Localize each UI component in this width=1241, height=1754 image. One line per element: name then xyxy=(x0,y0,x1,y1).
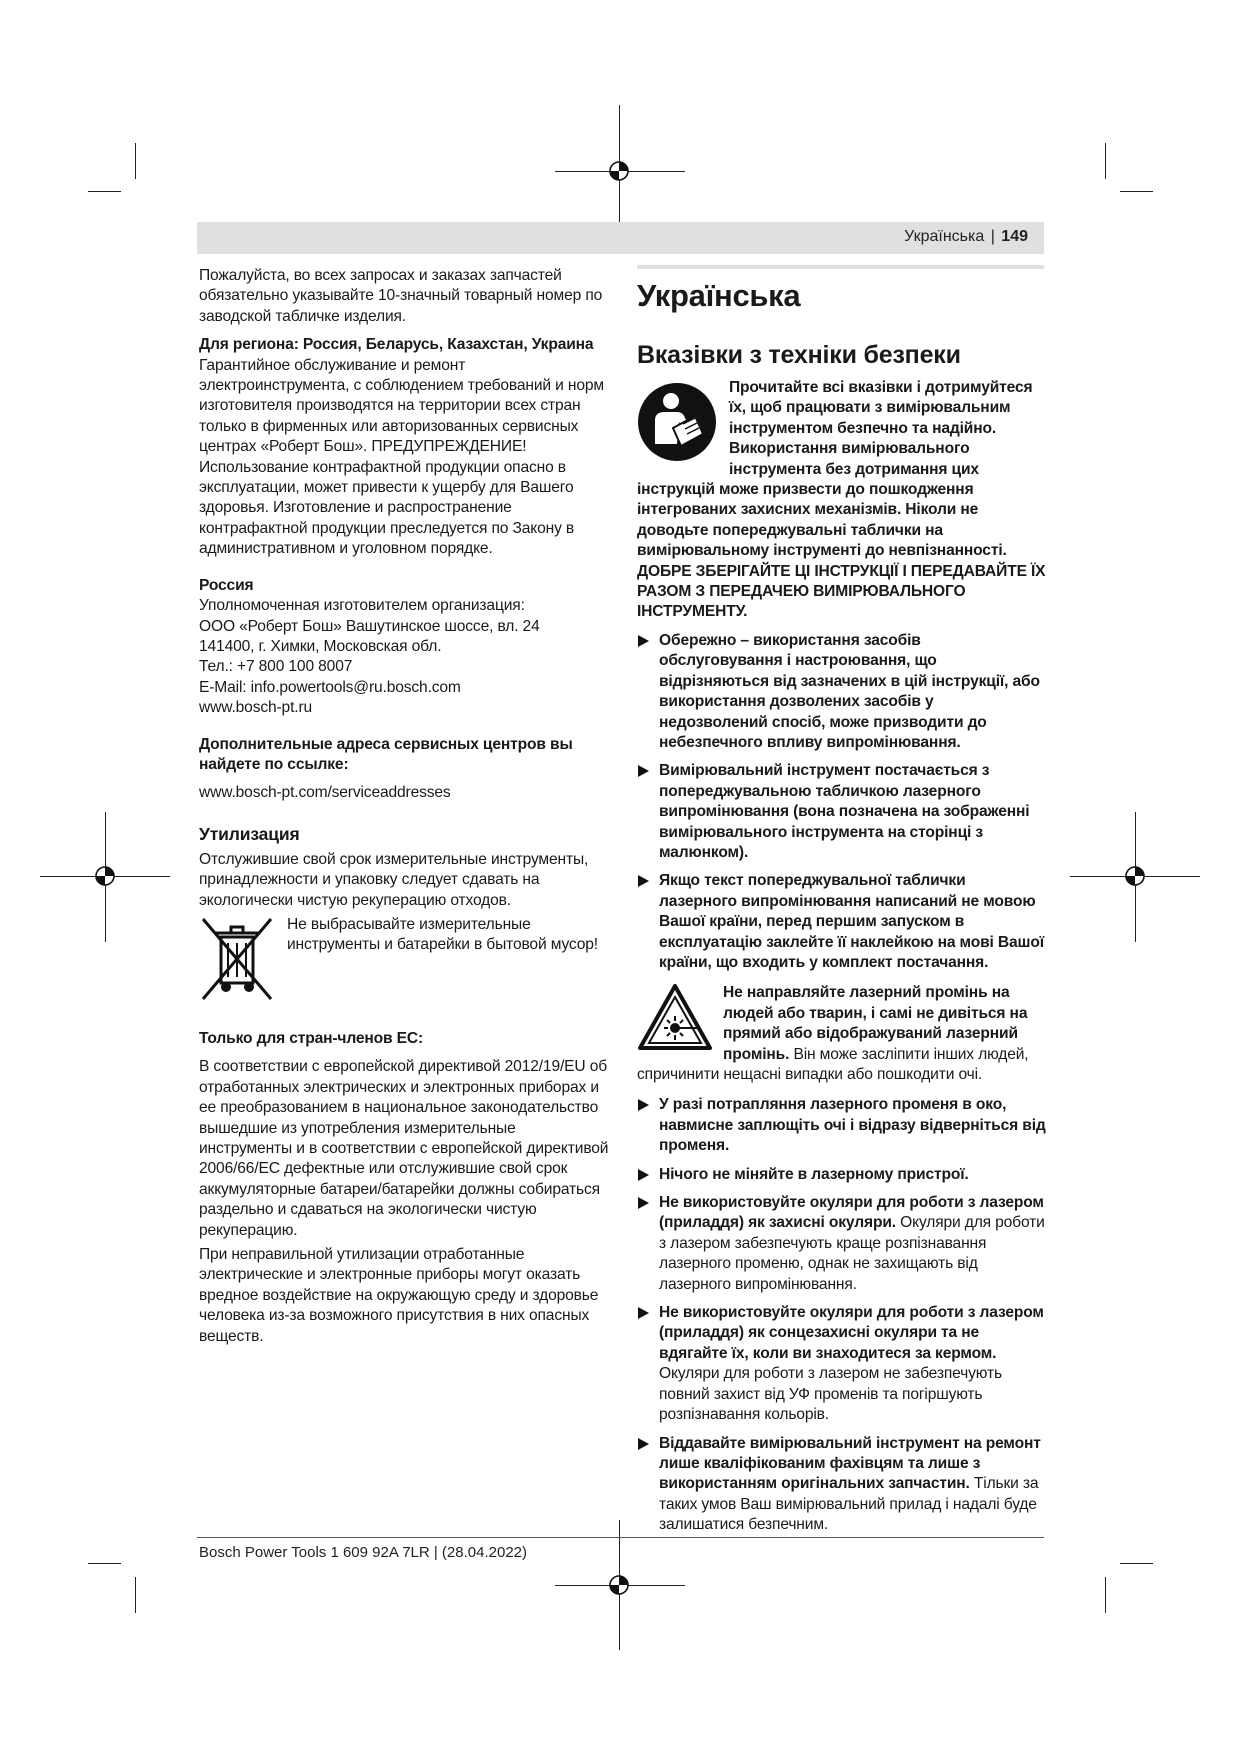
address-line: ООО «Роберт Бош» Вашутинское шоссе, вл. 24 xyxy=(199,617,540,635)
bullet-item: Не використовуйте окуляри для роботи з лазером (приладдя) як сонцезахисні окуляри та не вдягайте їх, коли ви знаходитеся за кермом. Окуляри для роботи з лазером не забезпечують повний захист від УФ променів та погіршують розпізнавання кольорів. xyxy=(637,1303,1046,1425)
bullet-arrow-icon xyxy=(638,1169,649,1181)
left-column xyxy=(199,266,609,1347)
disposal-heading: Утилизация xyxy=(199,823,300,844)
bullet-item: Якщо текст попереджувальної таблички лазерного випромінювання написаний не мовою Вашої країни, перед першим запуском в експлуатацію заклейте її наклейкою на мові Вашої країни, що входить у комплект постачання. xyxy=(637,871,1046,973)
bullet-arrow-icon xyxy=(638,1438,649,1450)
registration-mark-icon xyxy=(608,160,630,182)
improper-disposal-paragraph: При неправильной утилизации отработанные электрические и электронные приборы могут оказать вредное воздействие на окружающую среду и здоровье человека из-за возможного присутствия в них опасных веществ. xyxy=(199,1246,599,1345)
right-column xyxy=(637,278,1046,1536)
laser-warning-text: Не направляйте лазерний промінь на людей або тварин, і самі не дивіться на прямий або відображуваний лазерний промінь. Він може засліпити інших людей, спричинити нещасні випадки або пошкодити очі. xyxy=(637,984,1029,1083)
eu-heading: Только для стран-членов ЕС: xyxy=(199,1029,424,1047)
email-line: E-Mail: info.powertools@ru.bosch.com xyxy=(199,678,461,696)
weee-block xyxy=(199,915,609,1003)
weee-note: Не выбрасывайте измерительные инструменты и батарейки в бытовой мусор! xyxy=(287,915,598,954)
bullet-arrow-icon xyxy=(638,1197,649,1209)
safety-intro: Прочитайте всі вказівки і дотримуйтеся їх, щоб працювати з вимірювальним інструментом безпечно та надійно. Використання вимірювального інструмента без дотримання цих інструкцій може призвести до пошкодження інтегрованих захисних механізмів. Ніколи не доводьте попереджувальні таблички на вимірювальному інструменті до невпізнанності. ДОБРЕ ЗБЕРІГАЙТЕ ЦІ ІНСТРУКЦІЇ І ПЕРЕДАВАЙТЕ ЇХ РАЗОМ З ПЕРЕДАЧЕЮ ВИМІРЮВАЛЬНОГО ІНСТРУМЕНТУ. xyxy=(637,380,1046,621)
bullet-arrow-icon xyxy=(638,875,649,887)
registration-mark-icon xyxy=(1124,865,1146,887)
registration-mark-icon xyxy=(608,1574,630,1596)
disposal-paragraph: Отслужившие свой срок измерительные инструменты, принадлежности и упаковку следует сдавать на экологически чистую рекуперацию отходов. xyxy=(199,850,589,909)
bullet-arrow-icon xyxy=(638,635,649,647)
spare-parts-note: Пожалуйста, во всех запросах и заказах запчастей обязательно указывайте 10-значный товарный номер по заводской табличке изделия. xyxy=(199,267,603,325)
bullet-item: Вимірювальний інструмент постачається з попереджувальною табличкою лазерного випромінювання (вона позначена на зображенні вимірювального інструмента на сторінці з малюнком). xyxy=(637,761,1046,863)
laser-warning-icon xyxy=(637,983,713,1051)
russia-heading: Россия xyxy=(199,576,254,594)
laser-warning-block xyxy=(637,983,1046,1085)
bullet-item: Обережно – використання засобів обслуговування і настроювання, що відрізняються від зазначених в цій інструкції, або використання дозволених засобів у недозволений спосіб, може призводити до небезпечного впливу випромінювання. xyxy=(637,631,1046,753)
footer-rule xyxy=(197,1537,1044,1538)
bullet-item: У разі потрапляння лазерного променя в око, навмисне заплющіть очі і відразу відверніться від променя. xyxy=(637,1095,1046,1156)
bullet-arrow-icon xyxy=(638,1099,649,1111)
header-rule xyxy=(637,265,1044,269)
language-title: Українська xyxy=(637,278,801,313)
bullet-item: Нічого не міняйте в лазерному пристрої. xyxy=(637,1165,1046,1185)
page-header: Українська | 149 xyxy=(197,222,1044,254)
warranty-paragraph: Гарантийное обслуживание и ремонт электроинструмента, с соблюдением требований и норм изготовителя производятся на территории всех стран только в фирменных или авторизованных сервисных центрах «Роберт Бош». ПРЕДУПРЕЖДЕНИЕ! Использование контрафактной продукции опасно в эксплуатации, может привести к ущербу для Вашего здоровья. Изготовление и распространение контрафактной продукции преследуется по Закону в административном и уголовном порядке. xyxy=(199,356,604,558)
service-addresses-heading: Дополнительные адреса сервисных центров вы найдете по ссылке: xyxy=(199,735,573,773)
website-line: www.bosch-pt.ru xyxy=(199,699,313,717)
eu-directive-paragraph: В соответствии с европейской директивой 2012/19/EU об отработанных электрических и электронных приборах и ее преобразованием в национальное законодательство вышедшие из употребления измерительные инструменты и в соответствии с европейской директивой 2006/66/ЕС дефектные или отслужившие свой срок аккумуляторные батареи/батарейки должны собираться раздельно и сдаваться на экологически чистую рекуперацию. xyxy=(199,1058,609,1239)
bullet-item: Не використовуйте окуляри для роботи з лазером (приладдя) як захисні окуляри. Окуляри для роботи з лазером забезпечують краще розпізнавання лазерного променю, однак не захищають від лазерного випромінювання. xyxy=(637,1193,1046,1295)
registration-mark-icon xyxy=(94,865,116,887)
address-line: 141400, г. Химки, Московская обл. xyxy=(199,637,442,655)
address-line: Уполномоченная изготовителем организация: xyxy=(199,597,525,615)
crossed-out-wheelie-bin-icon xyxy=(199,915,275,1003)
region-heading: Для региона: Россия, Беларусь, Казахстан, Украина xyxy=(199,336,594,354)
russia-address xyxy=(199,596,609,718)
service-addresses-link: www.bosch-pt.com/serviceaddresses xyxy=(199,784,451,802)
bullet-item: Віддавайте вимірювальний інструмент на ремонт лише кваліфікованим фахівцям та лише з використанням оригінальних запчастин. Тільки за таких умов Ваш вимірювальний прилад і надалі буде залишатися безпечним. xyxy=(637,1434,1046,1536)
safety-heading: Вказівки з техніки безпеки xyxy=(637,341,961,369)
read-manual-icon xyxy=(637,382,717,462)
header-language: Українська xyxy=(904,228,985,245)
bullet-arrow-icon xyxy=(638,765,649,777)
footer-text: Bosch Power Tools 1 609 92A 7LR | (28.04.2022) xyxy=(199,1544,528,1561)
page-number: 149 xyxy=(1001,228,1028,245)
phone-line: Тел.: +7 800 100 8007 xyxy=(199,658,353,676)
bullet-arrow-icon xyxy=(638,1307,649,1319)
read-instructions-block xyxy=(637,380,1046,623)
